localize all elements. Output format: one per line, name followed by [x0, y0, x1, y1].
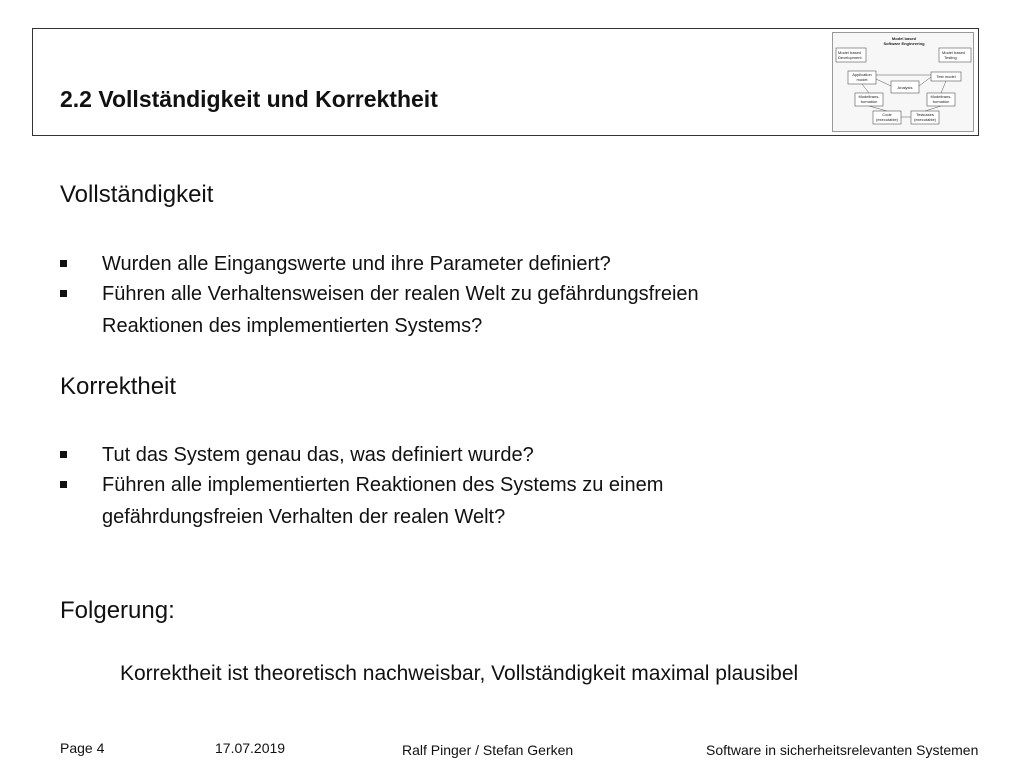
testcases-label-1: Testcases	[916, 112, 934, 117]
trans-left-label-1: Modeltrans-	[858, 94, 880, 99]
bullet-square-icon	[60, 290, 67, 297]
bullet-text: Wurden alle Eingangswerte und ihre Parameter definiert?	[102, 253, 611, 275]
heading-conclusion: Folgerung:	[60, 597, 175, 624]
app-model-label-2: model	[856, 77, 868, 82]
bullet-square-icon	[60, 481, 67, 488]
bullet-text-line2: gefährdungsfreien Verhalten der realen Welt?	[102, 506, 506, 528]
conclusion-text: Korrektheit ist theoretisch nachweisbar, Vollständigkeit maximal plausibel	[120, 662, 799, 685]
mbd-label-2: Development	[838, 55, 862, 60]
code-label-1: Code	[882, 112, 892, 117]
bullet-text-line2: Reaktionen des implementierten Systems?	[102, 315, 483, 337]
trans-right-label-2: formation	[932, 99, 950, 104]
test-model-label: Test model	[936, 74, 956, 79]
app-model-label-1: Application	[852, 72, 872, 77]
trans-left-label-2: formation	[860, 99, 878, 104]
heading-correctness: Korrektheit	[60, 373, 177, 400]
mbd-label-1: Model based	[838, 50, 861, 55]
diagram-title-2: Software Engineering	[883, 41, 925, 46]
trans-right-label-1: Modeltrans-	[930, 94, 952, 99]
code-label-2: (executable)	[875, 117, 899, 122]
bullet-text-line1: Führen alle Verhaltensweisen der realen Welt zu gefährdungsfreien	[102, 283, 699, 305]
footer-course: Software in sicherheitsrelevanten Systemen	[706, 742, 979, 758]
bullet-square-icon	[60, 451, 67, 458]
mbse-diagram	[832, 32, 974, 132]
bullet-text-line1: Führen alle implementierten Reaktionen des Systems zu einem	[102, 474, 664, 496]
footer-date: 17.07.2019	[215, 740, 286, 756]
slide-title: 2.2 Vollständigkeit und Korrektheit	[60, 86, 438, 112]
testcases-label-2: (executable)	[913, 117, 937, 122]
footer-authors: Ralf Pinger / Stefan Gerken	[402, 742, 574, 758]
bullet-square-icon	[60, 260, 67, 267]
footer-page: Page 4	[60, 740, 105, 756]
heading-completeness: Vollständigkeit	[60, 181, 214, 208]
mbt-label-1: Model based	[942, 50, 965, 55]
diagram-title-1: Model based	[891, 36, 917, 41]
mbt-label-2: Testing	[944, 55, 957, 60]
analysis-label: Analysis	[897, 85, 913, 90]
bullet-text: Tut das System genau das, was definiert wurde?	[102, 444, 534, 466]
